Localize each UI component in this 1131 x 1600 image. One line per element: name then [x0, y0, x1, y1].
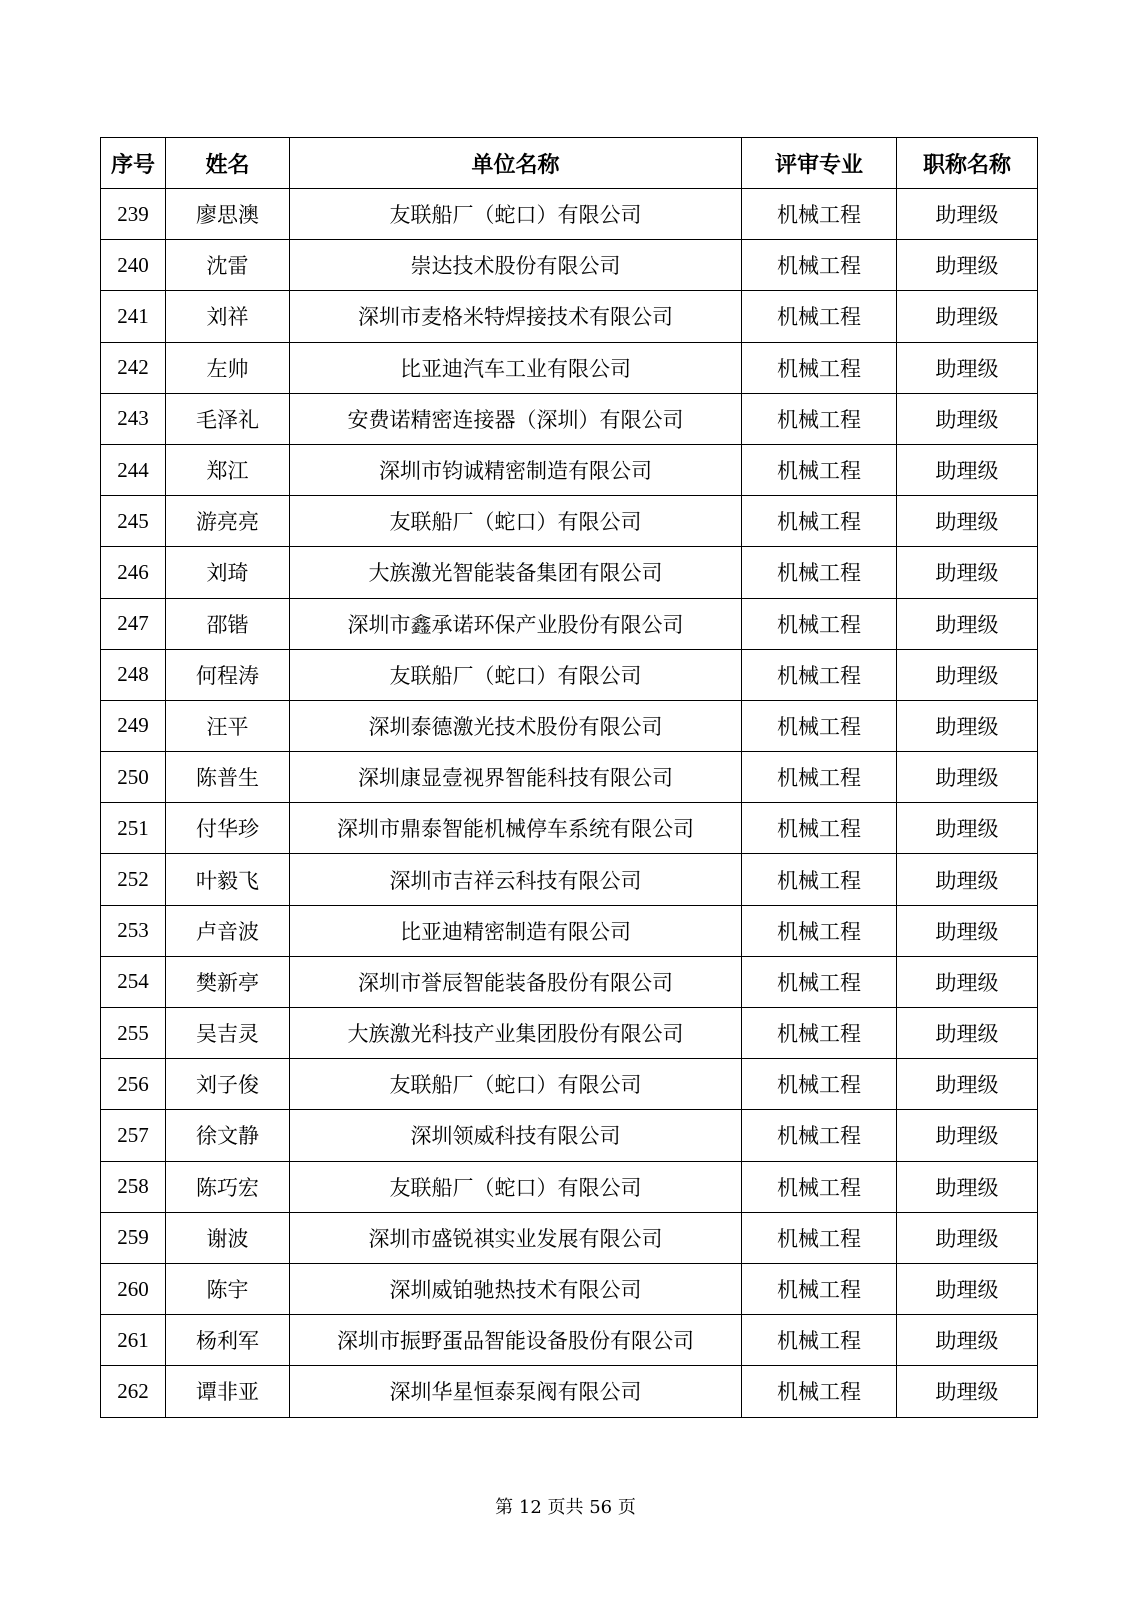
- header-name: 姓名: [166, 138, 290, 189]
- header-title: 职称名称: [897, 138, 1038, 189]
- cell-organization: 安费诺精密连接器（深圳）有限公司: [290, 393, 742, 444]
- cell-organization: 崇达技术股份有限公司: [290, 240, 742, 291]
- cell-title: 助理级: [897, 905, 1038, 956]
- cell-index: 250: [101, 752, 166, 803]
- cell-name: 吴吉灵: [166, 1008, 290, 1059]
- cell-name: 游亮亮: [166, 496, 290, 547]
- cell-index: 256: [101, 1059, 166, 1110]
- table-row: [101, 291, 1038, 342]
- cell-title: 助理级: [897, 342, 1038, 393]
- cell-index: 260: [101, 1263, 166, 1314]
- cell-organization: 比亚迪汽车工业有限公司: [290, 342, 742, 393]
- cell-specialty: 机械工程: [742, 1212, 897, 1263]
- cell-organization: 友联船厂（蛇口）有限公司: [290, 1059, 742, 1110]
- cell-organization: 比亚迪精密制造有限公司: [290, 905, 742, 956]
- table-row: [101, 803, 1038, 854]
- cell-organization: 深圳市吉祥云科技有限公司: [290, 854, 742, 905]
- cell-title: 助理级: [897, 1161, 1038, 1212]
- cell-specialty: 机械工程: [742, 393, 897, 444]
- cell-index: 241: [101, 291, 166, 342]
- cell-title: 助理级: [897, 240, 1038, 291]
- table-row: [101, 496, 1038, 547]
- table-row: [101, 752, 1038, 803]
- cell-organization: 深圳市鼎泰智能机械停车系统有限公司: [290, 803, 742, 854]
- cell-specialty: 机械工程: [742, 1366, 897, 1417]
- cell-title: 助理级: [897, 393, 1038, 444]
- cell-index: 245: [101, 496, 166, 547]
- cell-organization: 深圳威铂驰热技术有限公司: [290, 1263, 742, 1314]
- cell-specialty: 机械工程: [742, 240, 897, 291]
- table-row: [101, 649, 1038, 700]
- table-row: [101, 189, 1038, 240]
- cell-name: 刘琦: [166, 547, 290, 598]
- cell-name: 陈巧宏: [166, 1161, 290, 1212]
- cell-name: 樊新亭: [166, 956, 290, 1007]
- cell-organization: 友联船厂（蛇口）有限公司: [290, 496, 742, 547]
- cell-specialty: 机械工程: [742, 649, 897, 700]
- cell-specialty: 机械工程: [742, 803, 897, 854]
- cell-index: 252: [101, 854, 166, 905]
- table-row: [101, 240, 1038, 291]
- cell-name: 谢波: [166, 1212, 290, 1263]
- cell-title: 助理级: [897, 956, 1038, 1007]
- cell-index: 253: [101, 905, 166, 956]
- page-footer: 第 12 页共 56 页: [495, 1497, 636, 1518]
- table-row: [101, 1110, 1038, 1161]
- table-row: [101, 547, 1038, 598]
- table-row: [101, 905, 1038, 956]
- cell-organization: 深圳华星恒泰泵阀有限公司: [290, 1366, 742, 1417]
- cell-title: 助理级: [897, 1212, 1038, 1263]
- table-row: [101, 1212, 1038, 1263]
- cell-title: 助理级: [897, 598, 1038, 649]
- header-organization: 单位名称: [290, 138, 742, 189]
- table-row: [101, 956, 1038, 1007]
- cell-title: 助理级: [897, 1263, 1038, 1314]
- cell-specialty: 机械工程: [742, 1110, 897, 1161]
- cell-organization: 友联船厂（蛇口）有限公司: [290, 189, 742, 240]
- cell-specialty: 机械工程: [742, 1161, 897, 1212]
- cell-index: 257: [101, 1110, 166, 1161]
- cell-specialty: 机械工程: [742, 1008, 897, 1059]
- cell-index: 248: [101, 649, 166, 700]
- cell-specialty: 机械工程: [742, 752, 897, 803]
- cell-organization: 大族激光科技产业集团股份有限公司: [290, 1008, 742, 1059]
- cell-specialty: 机械工程: [742, 342, 897, 393]
- cell-specialty: 机械工程: [742, 547, 897, 598]
- table-row: [101, 342, 1038, 393]
- cell-title: 助理级: [897, 291, 1038, 342]
- cell-name: 刘祥: [166, 291, 290, 342]
- cell-organization: 深圳市誉辰智能装备股份有限公司: [290, 956, 742, 1007]
- cell-index: 261: [101, 1315, 166, 1366]
- table-row: [101, 700, 1038, 751]
- cell-index: 247: [101, 598, 166, 649]
- cell-name: 邵锴: [166, 598, 290, 649]
- cell-index: 254: [101, 956, 166, 1007]
- roster-table-container: [100, 137, 1037, 1418]
- cell-name: 杨利军: [166, 1315, 290, 1366]
- cell-title: 助理级: [897, 752, 1038, 803]
- table-row: [101, 393, 1038, 444]
- cell-title: 助理级: [897, 803, 1038, 854]
- cell-index: 255: [101, 1008, 166, 1059]
- cell-index: 242: [101, 342, 166, 393]
- cell-specialty: 机械工程: [742, 1263, 897, 1314]
- cell-name: 卢音波: [166, 905, 290, 956]
- cell-index: 249: [101, 700, 166, 751]
- cell-name: 左帅: [166, 342, 290, 393]
- cell-name: 付华珍: [166, 803, 290, 854]
- cell-name: 毛泽礼: [166, 393, 290, 444]
- table-header-row: [101, 138, 1038, 189]
- table-row: [101, 1315, 1038, 1366]
- table-row: [101, 1263, 1038, 1314]
- header-specialty: 评审专业: [742, 138, 897, 189]
- cell-index: 262: [101, 1366, 166, 1417]
- cell-organization: 友联船厂（蛇口）有限公司: [290, 649, 742, 700]
- cell-index: 239: [101, 189, 166, 240]
- cell-organization: 深圳市钧诚精密制造有限公司: [290, 444, 742, 495]
- cell-organization: 深圳市麦格米特焊接技术有限公司: [290, 291, 742, 342]
- cell-title: 助理级: [897, 1008, 1038, 1059]
- cell-organization: 深圳康显壹视界智能科技有限公司: [290, 752, 742, 803]
- cell-specialty: 机械工程: [742, 189, 897, 240]
- cell-specialty: 机械工程: [742, 598, 897, 649]
- header-index: 序号: [101, 138, 166, 189]
- table-row: [101, 854, 1038, 905]
- cell-organization: 深圳领威科技有限公司: [290, 1110, 742, 1161]
- cell-name: 刘子俊: [166, 1059, 290, 1110]
- cell-name: 沈雷: [166, 240, 290, 291]
- cell-specialty: 机械工程: [742, 905, 897, 956]
- cell-specialty: 机械工程: [742, 291, 897, 342]
- cell-name: 廖思澳: [166, 189, 290, 240]
- cell-specialty: 机械工程: [742, 1315, 897, 1366]
- cell-title: 助理级: [897, 854, 1038, 905]
- cell-specialty: 机械工程: [742, 956, 897, 1007]
- table-row: [101, 444, 1038, 495]
- cell-index: 251: [101, 803, 166, 854]
- cell-title: 助理级: [897, 649, 1038, 700]
- cell-name: 谭非亚: [166, 1366, 290, 1417]
- cell-specialty: 机械工程: [742, 1059, 897, 1110]
- cell-title: 助理级: [897, 547, 1038, 598]
- table-row: [101, 1366, 1038, 1417]
- cell-name: 陈宇: [166, 1263, 290, 1314]
- cell-title: 助理级: [897, 1366, 1038, 1417]
- cell-index: 240: [101, 240, 166, 291]
- cell-index: 244: [101, 444, 166, 495]
- cell-title: 助理级: [897, 1059, 1038, 1110]
- cell-organization: 深圳泰德激光技术股份有限公司: [290, 700, 742, 751]
- cell-index: 258: [101, 1161, 166, 1212]
- cell-organization: 深圳市鑫承诺环保产业股份有限公司: [290, 598, 742, 649]
- cell-organization: 大族激光智能装备集团有限公司: [290, 547, 742, 598]
- cell-title: 助理级: [897, 189, 1038, 240]
- cell-organization: 友联船厂（蛇口）有限公司: [290, 1161, 742, 1212]
- cell-index: 243: [101, 393, 166, 444]
- cell-specialty: 机械工程: [742, 700, 897, 751]
- table-row: [101, 1059, 1038, 1110]
- roster-table: [100, 137, 1038, 1418]
- cell-title: 助理级: [897, 1315, 1038, 1366]
- cell-index: 246: [101, 547, 166, 598]
- cell-name: 陈普生: [166, 752, 290, 803]
- cell-organization: 深圳市盛锐祺实业发展有限公司: [290, 1212, 742, 1263]
- table-body: [101, 189, 1038, 1418]
- cell-title: 助理级: [897, 444, 1038, 495]
- cell-specialty: 机械工程: [742, 496, 897, 547]
- cell-title: 助理级: [897, 1110, 1038, 1161]
- cell-name: 徐文静: [166, 1110, 290, 1161]
- cell-index: 259: [101, 1212, 166, 1263]
- table-row: [101, 1161, 1038, 1212]
- cell-title: 助理级: [897, 496, 1038, 547]
- cell-name: 汪平: [166, 700, 290, 751]
- cell-name: 郑江: [166, 444, 290, 495]
- cell-name: 何程涛: [166, 649, 290, 700]
- cell-specialty: 机械工程: [742, 444, 897, 495]
- table-row: [101, 1008, 1038, 1059]
- cell-specialty: 机械工程: [742, 854, 897, 905]
- table-row: [101, 598, 1038, 649]
- cell-title: 助理级: [897, 700, 1038, 751]
- cell-organization: 深圳市振野蛋品智能设备股份有限公司: [290, 1315, 742, 1366]
- cell-name: 叶毅飞: [166, 854, 290, 905]
